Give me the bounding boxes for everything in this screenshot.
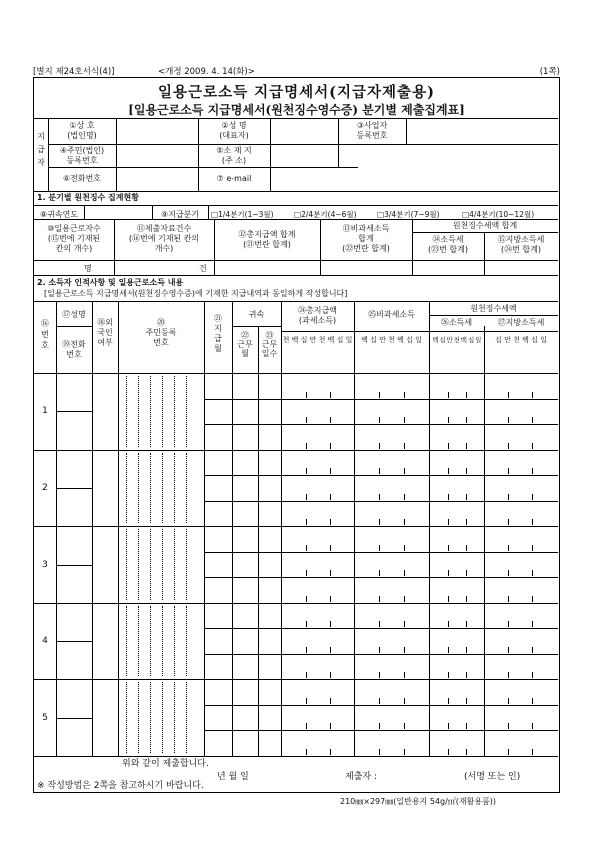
digit-tick (379, 494, 380, 500)
footer-note: ※ 작성방법은 2쪽을 참고하시기 바랍니다. (37, 781, 204, 791)
digit-tick (404, 417, 405, 423)
digit-units: 백 십 만 천 백 십 일 (361, 336, 422, 344)
form-title: 일용근로소득 지급명세서(지급자제출용) (158, 84, 435, 101)
digit-tick (379, 468, 380, 474)
divider (34, 219, 558, 220)
digit-units: 백 십 만 천 백 십 일 (432, 336, 481, 344)
digit-tick (306, 647, 307, 653)
daily-workers-label: ⑩일용근로자수 (⑮번에 기재된 칸의 개수) (47, 224, 101, 253)
digit-tick (448, 443, 449, 449)
digit-tick (404, 749, 405, 755)
divider (34, 275, 558, 276)
digit-tick (330, 621, 331, 627)
digit-tick (508, 723, 509, 729)
name-phone-divider (56, 565, 92, 566)
digit-tick (466, 443, 467, 449)
divider (258, 326, 259, 756)
sub-row-divider (204, 730, 558, 731)
digit-guide (162, 376, 163, 447)
submitted-count-label: ⑪제출자료건수 (⑯번에 기재된 칸의 개수) (128, 224, 200, 253)
col-nontax: ㉕비과세소득 (368, 310, 415, 319)
digit-tick (466, 647, 467, 653)
date-line: 년 월 일 (217, 772, 249, 782)
digit-tick (330, 570, 331, 576)
digit-tick (532, 621, 533, 627)
digit-tick (379, 392, 380, 398)
digit-tick (404, 621, 405, 627)
digit-tick (448, 621, 449, 627)
digit-tick (330, 392, 331, 398)
digit-tick (379, 545, 380, 551)
digit-guide (162, 606, 163, 677)
col-pay-month: ㉑ 지 급 월 (214, 314, 222, 353)
digit-guide (162, 529, 163, 600)
digit-tick (379, 596, 380, 602)
row-number: 1 (42, 406, 48, 417)
digit-guide (126, 682, 127, 753)
digit-tick (404, 468, 405, 474)
col-work-days: ㉓ 근무 일수 (261, 331, 278, 358)
digit-tick (404, 647, 405, 653)
digit-tick (404, 672, 405, 678)
digit-tick (379, 417, 380, 423)
digit-tick (532, 749, 533, 755)
digit-tick (306, 494, 307, 500)
divider (281, 331, 558, 332)
col-foreigner: ⑱외 국인 여부 (97, 318, 113, 347)
quarter-option-3[interactable]: □3/4분기(7~9월) (377, 210, 440, 219)
digit-tick (330, 647, 331, 653)
digit-tick (448, 647, 449, 653)
digit-tick (448, 519, 449, 525)
phone-label: ⑥전화번호 (62, 174, 102, 183)
divider (34, 205, 558, 206)
digit-tick (532, 596, 533, 602)
digit-tick (330, 545, 331, 551)
divider (354, 301, 355, 756)
year-label: ⑧귀속연도 (39, 210, 79, 219)
digit-guide (150, 606, 151, 677)
digit-guide (174, 453, 175, 524)
digit-guide (126, 529, 127, 600)
digit-tick (448, 545, 449, 551)
col-income-tax: ㉖소득세 (440, 318, 473, 327)
nontax-sum-label: ⑬비과세소득 합계 (㉒번란 합계) (342, 224, 390, 253)
col-work-month: ㉒ 근무 월 (237, 331, 253, 358)
col-withholding: 원천징수세액 (470, 304, 517, 313)
submitter-label: 제출자 : (345, 772, 377, 782)
digit-tick (379, 443, 380, 449)
digit-tick (404, 545, 405, 551)
digit-tick (532, 443, 533, 449)
digit-tick (379, 698, 380, 704)
col-total-pay: ㉔총지급액 (과세소득) (298, 306, 337, 325)
digit-tick (508, 672, 509, 678)
sub-row-divider (204, 424, 558, 425)
digit-tick (466, 392, 467, 398)
digit-tick (404, 519, 405, 525)
representative-label: ②성 명 (대표자) (219, 121, 249, 140)
digit-tick (508, 545, 509, 551)
digit-tick (306, 468, 307, 474)
divider (232, 301, 233, 756)
divider (484, 326, 485, 756)
digit-tick (404, 698, 405, 704)
digit-tick (306, 621, 307, 627)
divider (34, 373, 558, 374)
digit-tick (466, 723, 467, 729)
col-name: ⑰성명 (62, 310, 86, 319)
digit-tick (306, 519, 307, 525)
form-subtitle: [일용근로소득 지급명세서(원천징수영수증) 분기별 제출집계표] (128, 103, 465, 117)
digit-tick (379, 672, 380, 678)
digit-tick (466, 494, 467, 500)
divider (412, 232, 558, 233)
col-number: ⑯ 번 호 (41, 319, 49, 350)
digit-tick (508, 647, 509, 653)
digit-tick (330, 417, 331, 423)
digit-tick (466, 468, 467, 474)
digit-tick (379, 621, 380, 627)
digit-tick (306, 545, 307, 551)
digit-guide (126, 376, 127, 447)
digit-guide (150, 682, 151, 753)
digit-tick (330, 519, 331, 525)
digit-tick (466, 698, 467, 704)
sub-row-divider (204, 577, 558, 578)
paper-spec: 210㎜×297㎜(일반용지 54g/㎡(재활용품)) (340, 797, 497, 806)
col-belong: 귀속 (248, 310, 265, 319)
digit-guide (186, 529, 187, 600)
divider (34, 118, 558, 119)
digit-tick (379, 570, 380, 576)
quarter-option-1[interactable]: □1/4분기(1~3월) (211, 210, 274, 219)
digit-tick (330, 672, 331, 678)
digit-tick (330, 749, 331, 755)
digit-tick (448, 596, 449, 602)
divider (34, 756, 558, 757)
name-phone-divider (56, 641, 92, 642)
divider (56, 326, 92, 327)
digit-tick (404, 596, 405, 602)
form-header (33, 65, 560, 77)
divider (48, 167, 358, 168)
payer-side-label: 지 급 자 (37, 132, 45, 167)
divider (208, 205, 209, 219)
digit-tick (532, 468, 533, 474)
business-reg-label: ③사업자 등록번호 (356, 121, 388, 140)
divider (34, 260, 558, 261)
digit-tick (306, 570, 307, 576)
digit-tick (379, 749, 380, 755)
col-resident-number: ⑳ 주민등록 번호 (145, 318, 177, 347)
section2-note: [일용근로소득 지급명세서(원천징수영수증)에 기재한 지급내역과 동일하게 작성합니다] (44, 289, 348, 298)
digit-guide (174, 529, 175, 600)
digit-guide (186, 376, 187, 447)
divider (429, 315, 558, 316)
company-name-label: ①상 호 (법인명) (67, 121, 97, 140)
digit-guide (126, 453, 127, 524)
divider (84, 205, 85, 219)
digit-tick (306, 417, 307, 423)
sub-row-divider (204, 475, 558, 476)
digit-guide (186, 682, 187, 753)
digit-tick (532, 647, 533, 653)
digit-guide (174, 376, 175, 447)
digit-guide (126, 606, 127, 677)
email-label: ⑦ e-mail (216, 174, 252, 183)
digit-tick (466, 749, 467, 755)
digit-tick (508, 570, 509, 576)
digit-tick (379, 519, 380, 525)
digit-tick (448, 723, 449, 729)
digit-tick (532, 494, 533, 500)
divider (92, 301, 93, 756)
digit-tick (508, 749, 509, 755)
digit-tick (448, 417, 449, 423)
digit-tick (466, 519, 467, 525)
sub-row-divider (204, 552, 558, 553)
divider (281, 301, 282, 756)
form-number: [별지 제24호서식(4)] (33, 67, 115, 77)
digit-tick (330, 723, 331, 729)
digit-units: 십 만 천 백 십 일 (495, 336, 547, 344)
digit-tick (532, 392, 533, 398)
divider (34, 191, 558, 192)
digit-tick (508, 621, 509, 627)
digit-tick (306, 596, 307, 602)
digit-tick (508, 468, 509, 474)
digit-tick (448, 392, 449, 398)
form-frame (33, 77, 560, 793)
digit-tick (532, 672, 533, 678)
digit-tick (466, 596, 467, 602)
corp-reg-label: ④주민(법인) 등록번호 (59, 146, 105, 165)
digit-guide (150, 453, 151, 524)
divider (270, 118, 271, 191)
digit-guide (186, 606, 187, 677)
name-phone-divider (56, 411, 92, 412)
digit-tick (330, 698, 331, 704)
col-local-tax: ㉗지방소득세 (497, 318, 545, 327)
digit-tick (508, 698, 509, 704)
digit-tick (508, 417, 509, 423)
digit-guide (138, 376, 139, 447)
section1-heading: 1. 분기별 원천징수 집계현황 (37, 193, 139, 202)
signature-label: (서명 또는 인) (464, 772, 521, 782)
digit-tick (508, 494, 509, 500)
digit-tick (448, 468, 449, 474)
digit-tick (532, 519, 533, 525)
sub-row-divider (204, 399, 558, 400)
digit-tick (306, 723, 307, 729)
row-divider (34, 603, 558, 604)
digit-guide (150, 376, 151, 447)
digit-tick (404, 443, 405, 449)
digit-tick (532, 698, 533, 704)
digit-tick (404, 723, 405, 729)
digit-tick (306, 672, 307, 678)
sub-row-divider (204, 654, 558, 655)
divider (116, 118, 117, 191)
digit-tick (508, 519, 509, 525)
digit-tick (532, 570, 533, 576)
digit-tick (448, 749, 449, 755)
quarter-option-4[interactable]: □4/4분기(10~12월) (462, 210, 535, 219)
divider (204, 301, 205, 756)
row-divider (34, 526, 558, 527)
digit-tick (404, 392, 405, 398)
digit-guide (138, 682, 139, 753)
digit-guide (174, 682, 175, 753)
digit-tick (448, 672, 449, 678)
quarter-label: ⑨지급분기 (160, 210, 200, 219)
digit-tick (330, 468, 331, 474)
digit-tick (404, 494, 405, 500)
digit-tick (448, 698, 449, 704)
digit-guide (186, 453, 187, 524)
digit-tick (466, 621, 467, 627)
divider (56, 301, 57, 756)
digit-tick (306, 392, 307, 398)
digit-tick (466, 570, 467, 576)
address-label: ⑤소 재 지 (주 소) (216, 146, 252, 165)
sub-row-divider (204, 628, 558, 629)
cases-unit: 건 (199, 264, 207, 273)
divider (232, 326, 281, 327)
digit-guide (174, 606, 175, 677)
quarter-option-2[interactable]: □2/4분기(4~6월) (294, 210, 357, 219)
page-number: (1쪽) (539, 67, 560, 77)
digit-guide (138, 453, 139, 524)
digit-tick (466, 672, 467, 678)
name-phone-divider (56, 488, 92, 489)
col-phone: ⑲전화 번호 (62, 340, 86, 359)
digit-tick (466, 545, 467, 551)
people-unit: 명 (84, 264, 92, 273)
digit-tick (379, 647, 380, 653)
digit-guide (162, 682, 163, 753)
digit-tick (448, 494, 449, 500)
digit-tick (508, 392, 509, 398)
digit-guide (138, 529, 139, 600)
digit-tick (306, 749, 307, 755)
digit-tick (330, 596, 331, 602)
digit-guide (162, 453, 163, 524)
digit-tick (379, 723, 380, 729)
row-number: 4 (42, 636, 48, 647)
divider (118, 301, 119, 756)
digit-guide (150, 529, 151, 600)
row-number: 2 (42, 482, 48, 493)
sub-row-divider (204, 705, 558, 706)
digit-tick (532, 417, 533, 423)
section2-heading: 2. 소득자 인적사항 및 일용근로소득 내용 (37, 278, 184, 287)
digit-tick (330, 443, 331, 449)
divider (429, 301, 430, 756)
digit-tick (466, 417, 467, 423)
digit-tick (448, 570, 449, 576)
digit-tick (532, 723, 533, 729)
local-tax-sum-label: ⑮지방소득세 (㉔번 합계) (497, 235, 545, 254)
row-divider (34, 679, 558, 680)
row-divider (34, 450, 558, 451)
withholding-total-label: 원천징수세액 합계 (452, 221, 518, 230)
digit-tick (508, 443, 509, 449)
total-pay-sum-label: ⑫총지급액 합계 (㉑번란 합계) (238, 230, 296, 249)
row-number: 5 (42, 712, 48, 723)
revision-date: <개정 2009. 4. 14(화)> (158, 67, 255, 77)
income-tax-sum-label: ⑭소득세 (㉓번 합계) (428, 235, 468, 254)
digit-tick (330, 494, 331, 500)
divider (48, 144, 558, 145)
digit-tick (306, 443, 307, 449)
declaration: 위와 같이 제출합니다. (122, 759, 209, 769)
digit-tick (306, 698, 307, 704)
divider (34, 301, 558, 302)
digit-guide (138, 606, 139, 677)
digit-tick (404, 570, 405, 576)
digit-tick (532, 545, 533, 551)
digit-units: 천 백 십 만 천 백 십 일 (282, 336, 353, 344)
sub-row-divider (204, 501, 558, 502)
name-phone-divider (56, 718, 92, 719)
divider (406, 118, 407, 144)
row-number: 3 (42, 559, 48, 570)
digit-tick (508, 596, 509, 602)
